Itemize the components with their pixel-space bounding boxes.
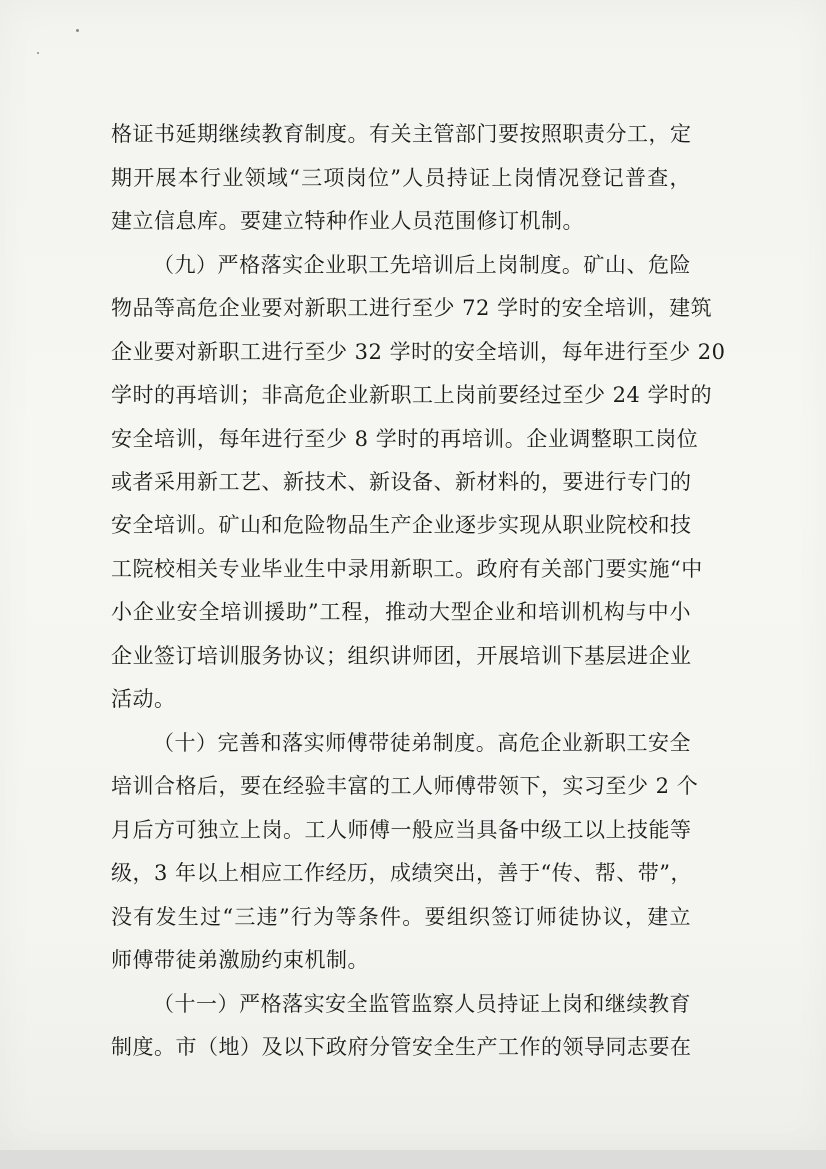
text-line: 级，3 年以上相应工作经历，成绩突出，善于“传、帮、带”， xyxy=(111,861,693,885)
paragraph-heading-line: （十一）严格落实安全监管监察人员持证上岗和继续教育 xyxy=(153,992,691,1016)
text-line: 格证书延期继续教育制度。有关主管部门要按照职责分工，定 xyxy=(111,122,692,146)
text-line: 月后方可独立上岗。工人师傅一般应当具备中级工以上技能等 xyxy=(111,818,692,842)
text-line: 企业签订培训服务协议；组织讲师团，开展培训下基层进企业 xyxy=(111,644,692,668)
text-line: 企业要对新职工进行至少 32 学时的安全培训，每年进行至少 20 xyxy=(111,340,726,364)
text-line: 培训合格后，要在经验丰富的工人师傅带领下，实习至少 2 个 xyxy=(111,774,699,798)
paragraph-heading-line: （十）完善和落实师傅带徒弟制度。高危企业新职工安全 xyxy=(153,731,691,755)
text-line: 没有发生过“三违”行为等条件。要组织签订师徒协议，建立 xyxy=(111,905,691,929)
text-line: 小企业安全培训援助”工程，推动大型企业和培训机构与中小 xyxy=(111,600,691,624)
scan-speck xyxy=(37,52,39,54)
text-line: 学时的再培训；非高危企业新职工上岗前要经过至少 24 学时的 xyxy=(111,383,713,407)
text-line: 或者采用新工艺、新技术、新设备、新材料的，要进行专门的 xyxy=(111,470,692,494)
text-line: 建立信息库。要建立特种作业人员范围修订机制。 xyxy=(111,209,584,233)
text-line: 期开展本行业领域“三项岗位”人员持证上岗情况登记普查， xyxy=(111,166,691,190)
text-line: 工院校相关专业毕业生中录用新职工。政府有关部门要实施“中 xyxy=(111,557,703,581)
scan-margin xyxy=(0,1150,826,1169)
scan-speck xyxy=(76,29,79,32)
text-line: 安全培训，每年进行至少 8 学时的再培训。企业调整职工岗位 xyxy=(111,427,699,451)
text-line: 活动。 xyxy=(111,687,176,711)
paragraph-heading-line: （九）严格落实企业职工先培训后上岗制度。矿山、危险 xyxy=(153,253,691,277)
text-line: 物品等高危企业要对新职工进行至少 72 学时的安全培训，建筑 xyxy=(111,296,713,320)
text-line: 安全培训。矿山和危险物品生产企业逐步实现从职业院校和技 xyxy=(111,513,692,537)
text-line: 师傅带徒弟激励约束机制。 xyxy=(111,948,369,972)
text-line: 制度。市（地）及以下政府分管安全生产工作的领导同志要在 xyxy=(111,1035,692,1059)
